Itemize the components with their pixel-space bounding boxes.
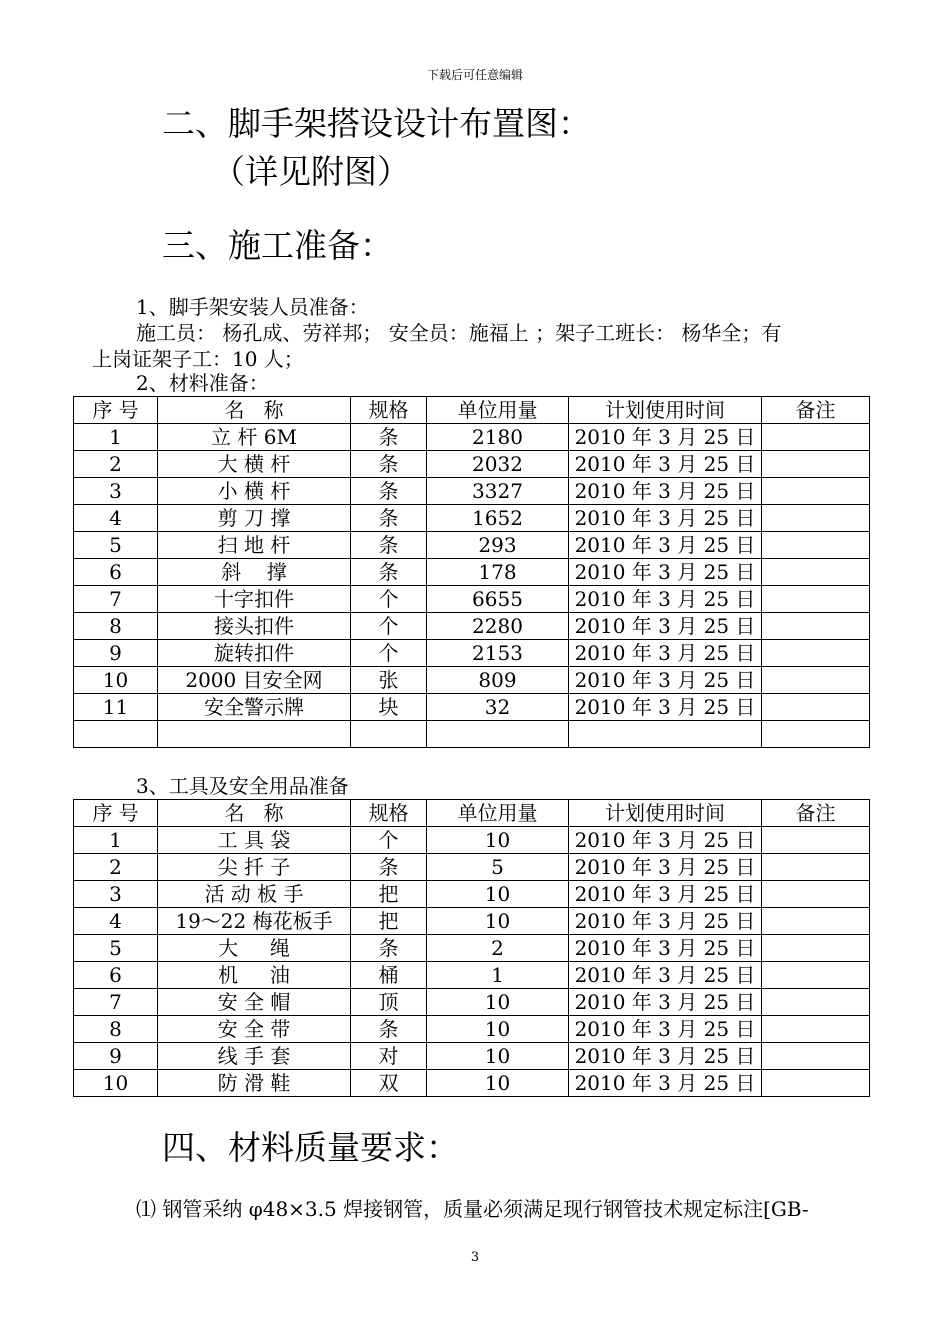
table-cell: 2010 年 3 月 25 日 <box>569 613 762 640</box>
table-cell <box>762 989 870 1016</box>
table-cell <box>569 721 762 748</box>
table-cell <box>762 721 870 748</box>
table-cell <box>762 451 870 478</box>
table-cell: 线 手 套 <box>158 1043 351 1070</box>
materials-table <box>73 396 870 748</box>
table-cell <box>351 721 427 748</box>
table-cell: 2010 年 3 月 25 日 <box>569 962 762 989</box>
table-cell: 条 <box>351 478 427 505</box>
personnel-heading: 1、脚手架安装人员准备： <box>136 295 369 319</box>
table-cell <box>762 935 870 962</box>
quality-item-1: ⑴ 钢管采纳 φ48×3.5 焊接钢管，质量必须满足现行钢管技术规定标注[GB- <box>136 1197 809 1221</box>
table-cell: 把 <box>351 908 427 935</box>
table-cell: 32 <box>427 694 569 721</box>
table-header-row <box>74 397 870 424</box>
table-cell <box>427 721 569 748</box>
table-row <box>74 451 870 478</box>
table-cell: 安 全 带 <box>158 1016 351 1043</box>
table-cell: 3327 <box>427 478 569 505</box>
table-row <box>74 908 870 935</box>
table-cell: 2010 年 3 月 25 日 <box>569 532 762 559</box>
table-row <box>74 586 870 613</box>
table-cell: 4 <box>74 908 158 935</box>
table-cell: 6655 <box>427 586 569 613</box>
table-cell: 机 油 <box>158 962 351 989</box>
table-cell: 条 <box>351 854 427 881</box>
table-header-row <box>74 800 870 827</box>
table-cell <box>762 559 870 586</box>
materials-table-body <box>74 397 870 748</box>
table-cell: 2010 年 3 月 25 日 <box>569 694 762 721</box>
table-cell: 5 <box>74 935 158 962</box>
table-cell: 7 <box>74 586 158 613</box>
table-cell: 1 <box>74 424 158 451</box>
table-cell: 2010 年 3 月 25 日 <box>569 586 762 613</box>
table-cell <box>762 908 870 935</box>
table-cell: 10 <box>427 1070 569 1097</box>
table-cell <box>762 1043 870 1070</box>
tools-heading: 3、工具及安全用品准备 <box>136 774 349 798</box>
table-cell: 2 <box>74 854 158 881</box>
table-cell: 安全警示牌 <box>158 694 351 721</box>
table-cell: 活 动 板 手 <box>158 881 351 908</box>
table-cell: 7 <box>74 989 158 1016</box>
table-cell: 8 <box>74 1016 158 1043</box>
table-cell: 顶 <box>351 989 427 1016</box>
table-cell: 对 <box>351 1043 427 1070</box>
table-cell: 个 <box>351 613 427 640</box>
table-cell: 条 <box>351 935 427 962</box>
table-cell: 2280 <box>427 613 569 640</box>
header-cell: 名 称 <box>158 800 351 827</box>
table-cell: 11 <box>74 694 158 721</box>
tools-table-body <box>74 800 870 1097</box>
table-cell: 2000 目安全网 <box>158 667 351 694</box>
table-row <box>74 694 870 721</box>
table-row <box>74 640 870 667</box>
table-cell: 2010 年 3 月 25 日 <box>569 424 762 451</box>
table-cell <box>762 586 870 613</box>
table-cell <box>762 505 870 532</box>
table-cell <box>762 667 870 694</box>
header-cell: 序 号 <box>74 800 158 827</box>
table-cell: 2010 年 3 月 25 日 <box>569 1043 762 1070</box>
table-cell <box>762 1070 870 1097</box>
table-cell: 5 <box>427 854 569 881</box>
header-cell: 备注 <box>762 397 870 424</box>
table-cell: 2010 年 3 月 25 日 <box>569 1070 762 1097</box>
table-row <box>74 532 870 559</box>
table-cell <box>74 721 158 748</box>
table-cell: 条 <box>351 1016 427 1043</box>
header-cell: 备注 <box>762 800 870 827</box>
table-cell: 10 <box>427 1016 569 1043</box>
table-cell: 1 <box>74 827 158 854</box>
table-cell: 防 滑 鞋 <box>158 1070 351 1097</box>
table-cell: 工 具 袋 <box>158 827 351 854</box>
table-cell: 接头扣件 <box>158 613 351 640</box>
table-cell: 19～22 梅花板手 <box>158 908 351 935</box>
tools-table <box>73 799 870 1097</box>
table-cell: 2032 <box>427 451 569 478</box>
table-cell: 2010 年 3 月 25 日 <box>569 1016 762 1043</box>
table-cell: 2010 年 3 月 25 日 <box>569 854 762 881</box>
table-cell: 把 <box>351 881 427 908</box>
table-cell <box>762 694 870 721</box>
table-cell: 2010 年 3 月 25 日 <box>569 451 762 478</box>
table-cell: 10 <box>74 1070 158 1097</box>
table-cell: 尖 扦 子 <box>158 854 351 881</box>
table-cell: 2010 年 3 月 25 日 <box>569 667 762 694</box>
table-cell: 立 杆 6M <box>158 424 351 451</box>
table-row <box>74 881 870 908</box>
table-cell <box>762 962 870 989</box>
table-cell: 2153 <box>427 640 569 667</box>
table-cell: 10 <box>427 908 569 935</box>
table-cell: 条 <box>351 505 427 532</box>
table-cell: 9 <box>74 640 158 667</box>
table-cell: 1 <box>427 962 569 989</box>
header-cell: 单位用量 <box>427 397 569 424</box>
table-cell: 4 <box>74 505 158 532</box>
table-cell: 178 <box>427 559 569 586</box>
table-cell: 旋转扣件 <box>158 640 351 667</box>
table-row <box>74 1043 870 1070</box>
header-cell: 规格 <box>351 800 427 827</box>
section-4-title: 四、材料质量要求： <box>162 1128 459 1167</box>
table-cell: 桶 <box>351 962 427 989</box>
table-cell: 小 横 杆 <box>158 478 351 505</box>
table-row <box>74 1070 870 1097</box>
table-cell: 3 <box>74 478 158 505</box>
table-cell: 2010 年 3 月 25 日 <box>569 827 762 854</box>
page-number: 3 <box>470 1250 480 1265</box>
table-row <box>74 854 870 881</box>
table-cell <box>762 1016 870 1043</box>
table-cell: 个 <box>351 640 427 667</box>
header-cell: 单位用量 <box>427 800 569 827</box>
table-cell: 293 <box>427 532 569 559</box>
table-cell: 10 <box>427 827 569 854</box>
table-cell: 2 <box>427 935 569 962</box>
table-cell: 斜 撑 <box>158 559 351 586</box>
table-cell <box>762 881 870 908</box>
section-2-subtitle: （详见附图） <box>212 152 410 191</box>
table-cell: 6 <box>74 962 158 989</box>
table-cell: 8 <box>74 613 158 640</box>
section-3-title: 三、施工准备： <box>162 226 393 265</box>
table-cell <box>762 424 870 451</box>
table-cell: 2010 年 3 月 25 日 <box>569 935 762 962</box>
header-cell: 规格 <box>351 397 427 424</box>
table-cell: 10 <box>427 989 569 1016</box>
table-row <box>74 827 870 854</box>
table-cell: 双 <box>351 1070 427 1097</box>
materials-heading: 2、材料准备： <box>136 371 269 395</box>
table-cell: 809 <box>427 667 569 694</box>
table-row <box>74 559 870 586</box>
header-note: 下载后可任意编辑 <box>426 68 523 82</box>
table-cell: 2010 年 3 月 25 日 <box>569 989 762 1016</box>
table-cell: 2010 年 3 月 25 日 <box>569 478 762 505</box>
table-cell: 条 <box>351 559 427 586</box>
table-cell: 2010 年 3 月 25 日 <box>569 559 762 586</box>
section-2-title: 二、脚手架搭设设计布置图： <box>162 104 591 143</box>
table-cell <box>762 827 870 854</box>
header-cell: 名 称 <box>158 397 351 424</box>
table-cell: 个 <box>351 586 427 613</box>
table-cell: 大 横 杆 <box>158 451 351 478</box>
table-cell <box>158 721 351 748</box>
table-cell: 剪 刀 撑 <box>158 505 351 532</box>
table-row <box>74 721 870 748</box>
table-cell: 张 <box>351 667 427 694</box>
table-cell: 2180 <box>427 424 569 451</box>
table-row <box>74 989 870 1016</box>
table-row <box>74 424 870 451</box>
table-cell <box>762 532 870 559</box>
table-cell: 3 <box>74 881 158 908</box>
table-cell <box>762 640 870 667</box>
table-cell: 2010 年 3 月 25 日 <box>569 908 762 935</box>
personnel-line-2: 上岗证架子工：10 人； <box>92 347 304 371</box>
table-cell: 安 全 帽 <box>158 989 351 1016</box>
table-row <box>74 935 870 962</box>
table-cell <box>762 854 870 881</box>
table-row <box>74 667 870 694</box>
table-row <box>74 505 870 532</box>
table-cell: 6 <box>74 559 158 586</box>
table-row <box>74 478 870 505</box>
table-cell: 块 <box>351 694 427 721</box>
table-row <box>74 962 870 989</box>
table-cell: 2010 年 3 月 25 日 <box>569 640 762 667</box>
table-cell: 10 <box>427 1043 569 1070</box>
table-cell: 10 <box>74 667 158 694</box>
table-cell: 1652 <box>427 505 569 532</box>
table-cell: 2 <box>74 451 158 478</box>
header-cell: 计划使用时间 <box>569 800 762 827</box>
header-cell: 计划使用时间 <box>569 397 762 424</box>
table-cell: 2010 年 3 月 25 日 <box>569 881 762 908</box>
table-cell: 大 绳 <box>158 935 351 962</box>
table-cell: 条 <box>351 532 427 559</box>
table-row <box>74 613 870 640</box>
table-cell: 条 <box>351 451 427 478</box>
table-cell: 条 <box>351 424 427 451</box>
table-cell <box>762 478 870 505</box>
table-cell: 10 <box>427 881 569 908</box>
table-row <box>74 1016 870 1043</box>
personnel-line-1: 施工员： 杨孔成、劳祥邦； 安全员：施福上 ；架子工班长： 杨华全；有 <box>136 321 782 345</box>
table-cell: 个 <box>351 827 427 854</box>
table-cell: 9 <box>74 1043 158 1070</box>
table-cell: 扫 地 杆 <box>158 532 351 559</box>
table-cell: 5 <box>74 532 158 559</box>
header-cell: 序 号 <box>74 397 158 424</box>
table-cell <box>762 613 870 640</box>
table-cell: 2010 年 3 月 25 日 <box>569 505 762 532</box>
table-cell: 十字扣件 <box>158 586 351 613</box>
